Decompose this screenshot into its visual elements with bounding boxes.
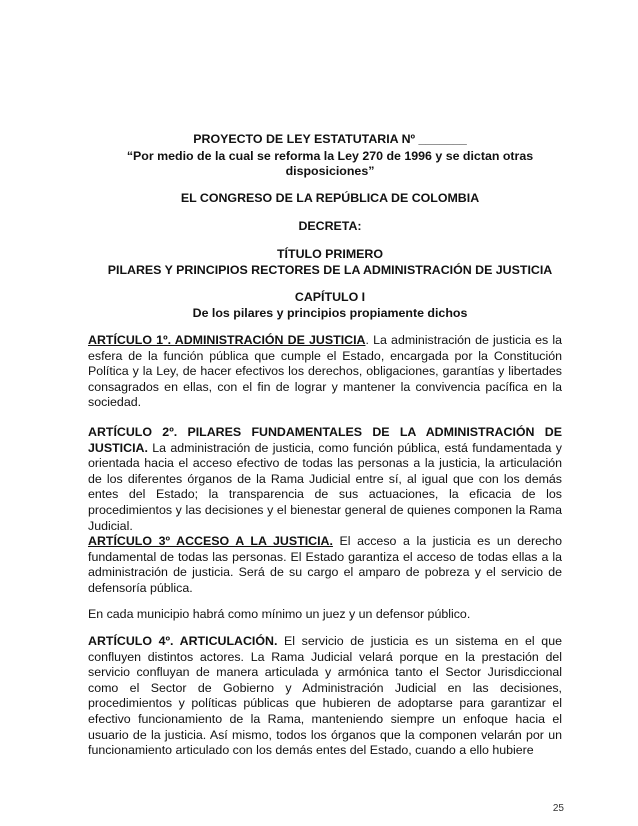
titulo-heading: TÍTULO PRIMERO — [276, 247, 383, 261]
bill-subtitle-line-2: disposiciones” — [285, 164, 375, 178]
article-3-heading: ARTÍCULO 3º ACCESO A LA JUSTICIA. — [88, 534, 333, 548]
capitulo-heading: CAPÍTULO I — [294, 290, 366, 304]
article-1 — [88, 333, 562, 411]
page-number: 25 — [552, 803, 564, 814]
article-2-text: La administración de justicia, como función pública, está fundamentada y orientada hacia el acceso efectivo de todas las personas a la justicia, la articulación de los diferentes órganos de la Rama Judicial entre sí, al igual que con los demás entes del Estado; la transparencia de sus actuaciones, la eficacia de los procedimientos y las decisiones y el bienestar general de quienes componen la Rama Judicial. — [88, 440, 562, 533]
article-1-heading: ARTÍCULO 1º. ADMINISTRACIÓN DE JUSTICIA — [88, 333, 366, 347]
article-4 — [88, 634, 562, 759]
article-2 — [88, 425, 562, 534]
article-4-heading: ARTÍCULO 4º. ARTICULACIÓN. — [88, 634, 278, 648]
article-3-paragraph-2-text: En cada municipio habrá como mínimo un juez y un defensor público. — [88, 607, 471, 621]
bill-title: PROYECTO DE LEY ESTATUTARIA Nº _______ — [193, 132, 467, 146]
article-3 — [88, 534, 562, 596]
article-3-text: El acceso a la justicia es un derecho fundamental de todas las personas. El Estado garantiza el acceso de todas ellas a la administración de justicia. Será de su cargo el amparo de pobreza y el servicio de defensoría pública. — [88, 534, 563, 595]
bill-subtitle-line-1: “Por medio de la cual se reforma la Ley 270 de 1996 y se dictan otras — [126, 149, 534, 163]
article-1-text: . La administración de justicia es la esfera de la función pública que cumple el Estado, encargada por la Constitución Política y la Ley, de hacer efectivos los derechos, obligaciones, garantías y libertades consagrados en ellas, con el fin de lograr y mantener la convivencia pacífica en la sociedad. — [88, 333, 562, 410]
congress-heading: EL CONGRESO DE LA REPÚBLICA DE COLOMBIA — [180, 191, 480, 205]
article-4-text: El servicio de justicia es un sistema en el que confluyen distintos actores. La Rama Judicial velará porque en la prestación del servicio confluyan de manera articulada y armónica tanto el Sector Jurisdiccional como el Sector de Gobierno y Administración Judicial en las decisiones, procedimientos y políticas públicas que hubieren de adoptarse para garantizar el efectivo funcionamiento de la Rama, manteniendo siempre un enfoque hacia el usuario de la justicia. Así mismo, todos los órganos que la componen velarán por un funcionamiento articulado con los demás entes del Estado, cuando a ello hubiere — [88, 634, 562, 758]
article-3-paragraph-2 — [88, 607, 562, 623]
article-2-heading: ARTÍCULO 2º. PILARES FUNDAMENTALES DE LA ADMINISTRACIÓN DE JUSTICIA. — [88, 425, 562, 455]
titulo-name: PILARES Y PRINCIPIOS RECTORES DE LA ADMINISTRACIÓN DE JUSTICIA — [107, 263, 553, 277]
capitulo-name: De los pilares y principios propiamente dichos — [192, 306, 468, 320]
decreta-heading: DECRETA: — [298, 219, 362, 233]
